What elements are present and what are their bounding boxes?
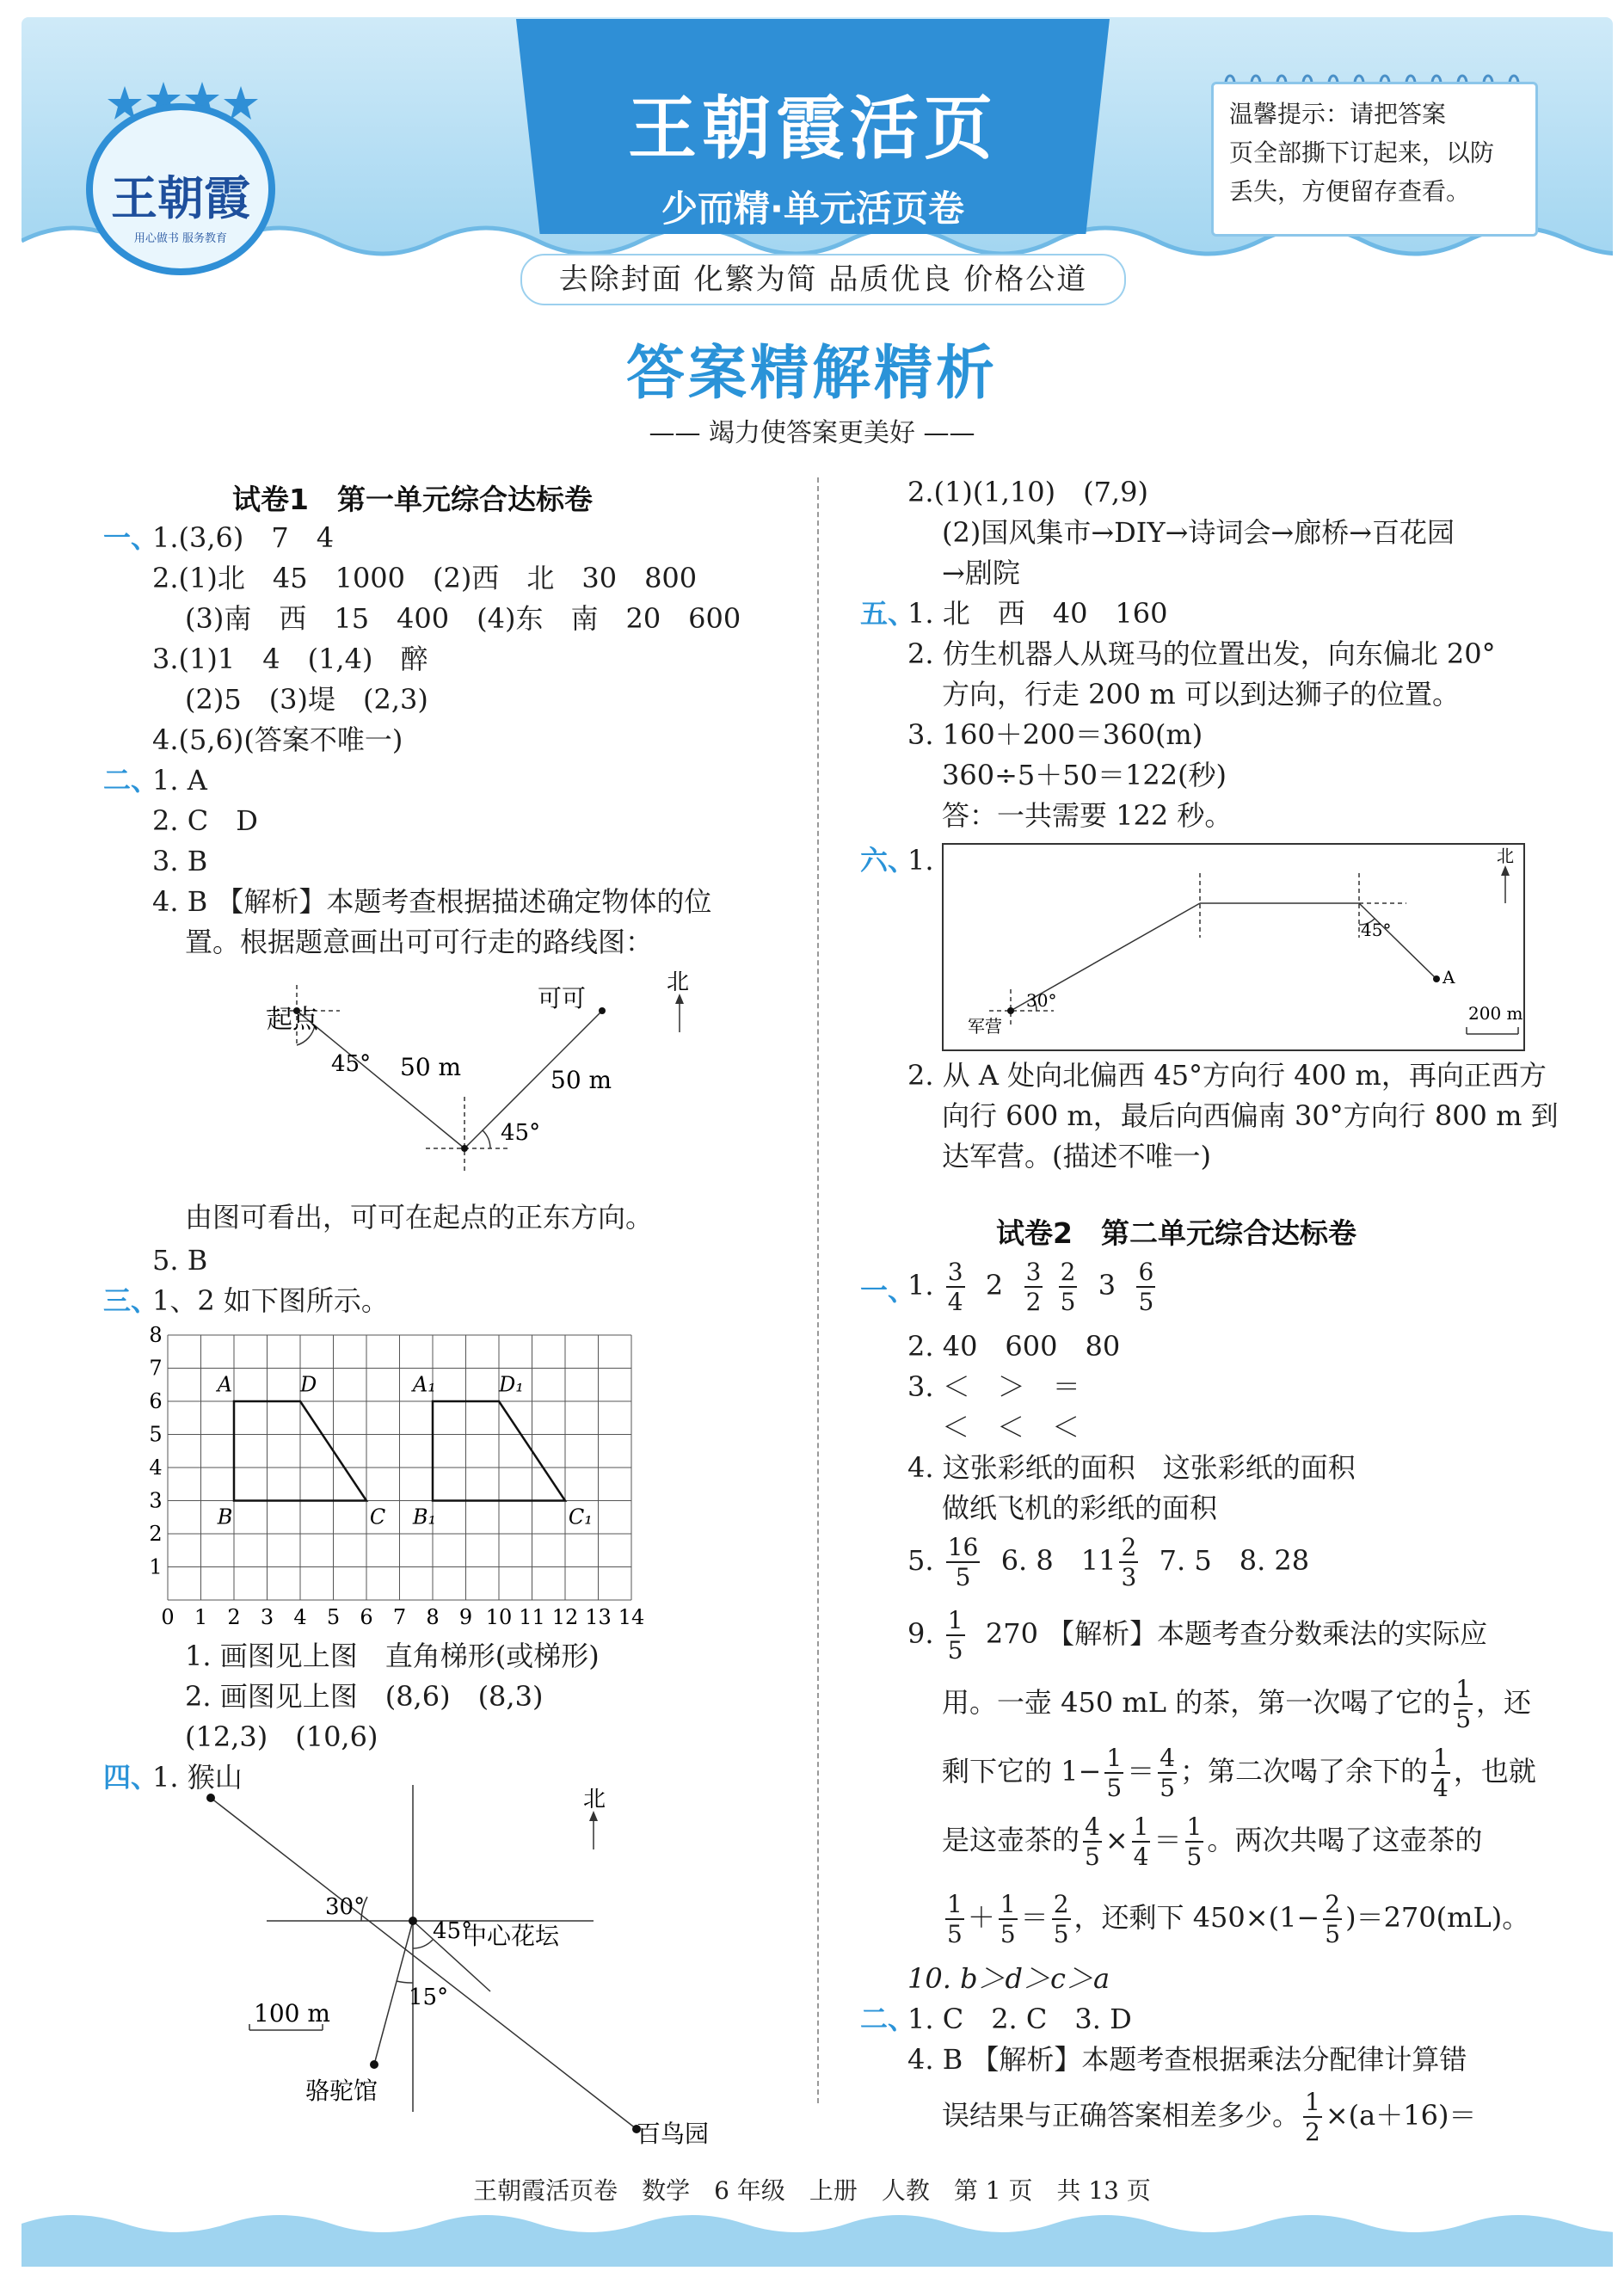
north-label: 北 [1497, 846, 1514, 866]
x-tick-label: 11 [519, 1605, 545, 1629]
vertex-label: B₁ [412, 1505, 437, 1529]
answer-line: 1. 画图见上图 直角梯形(或梯形) [185, 1640, 600, 1672]
answer-value: 7. 5 8. 28 [1159, 1544, 1310, 1577]
vertex-label: A₁ [412, 1372, 436, 1397]
angle-label: 45° [1361, 920, 1392, 940]
answer-line: 360÷5＋50＝122(秒) [942, 759, 1227, 791]
x-tick-label: 10 [485, 1605, 513, 1629]
y-tick-label: 5 [149, 1422, 163, 1447]
answer-value: 6. 8 11 [1000, 1544, 1116, 1577]
answer-line [942, 1892, 1529, 1947]
answer-number: 9. [907, 1617, 934, 1650]
angle-label: 45° [501, 1120, 541, 1146]
answer-line: 2.(1)(1,10) (7,9) [907, 476, 1148, 508]
answer-line: 2.(1)北 45 1000 (2)西 北 30 800 [152, 562, 698, 594]
fraction: $\frac{6}{5}$ [1138, 1258, 1154, 1316]
answer-text: 剩下它的 1− [942, 1755, 1102, 1788]
fraction: $\frac{1}{5}$ [947, 1606, 963, 1665]
center-garden-label: 中心花坛 [463, 1922, 560, 1950]
scale-label: 100 m [254, 1999, 330, 2028]
logo [86, 103, 275, 275]
y-tick-label: 7 [149, 1356, 163, 1381]
x-tick-label: 7 [392, 1605, 407, 1629]
part-marker: 二、 [860, 2003, 916, 2035]
answer-value: 3 [1098, 1269, 1116, 1302]
fraction: $\frac{1}{4}$ [1433, 1744, 1449, 1802]
answer-line: 2. 40 600 80 [907, 1330, 1121, 1363]
y-tick-label: 8 [149, 1325, 163, 1347]
fraction: $\frac{16}{5}$ [947, 1533, 979, 1591]
bird-garden-label: 百鸟园 [637, 2120, 710, 2146]
answer-text: ，还剩下 450×(1− [1073, 1901, 1320, 1934]
logo-text: 王朝霞 [111, 170, 250, 225]
fraction: $\frac{1}{5}$ [1186, 1812, 1203, 1871]
answer-line [942, 2090, 1476, 2145]
answer-line: 5. B [152, 1244, 208, 1277]
y-tick-label: 1 [149, 1554, 163, 1579]
x-tick-label: 8 [426, 1605, 440, 1629]
answer-line: 达军营。(描述不唯一) [942, 1140, 1211, 1172]
y-tick-label: 3 [149, 1488, 163, 1513]
answer-text: ＝ [1020, 1901, 1049, 1934]
tip-box [1211, 82, 1538, 237]
answer-number: 5. [907, 1544, 934, 1577]
route-diagram [258, 968, 723, 1183]
fraction: $\frac{4}{5}$ [1085, 1812, 1100, 1871]
fraction: $\frac{1}{4}$ [1133, 1812, 1149, 1871]
answer-line: →剧院 [942, 557, 1020, 589]
coordinate-grid [129, 1325, 662, 1634]
brand-subtitle: 少而精·单元活页卷 [661, 188, 964, 230]
answer-line: 4.(5,6)(答案不唯一) [152, 723, 403, 756]
answer-line: 2. 从 A 处向北偏西 45°方向行 400 m，再向正西方 [907, 1059, 1547, 1092]
section-title: 试卷2 第二单元综合达标卷 [996, 1216, 1356, 1250]
north-label: 北 [583, 1787, 606, 1812]
part-marker: 六、 [860, 844, 916, 877]
y-tick-label: 6 [149, 1389, 163, 1413]
answer-text: ；第二次喝了余下的 [1180, 1755, 1429, 1788]
answer-line [942, 1746, 1536, 1800]
angle-label: 45° [331, 1051, 372, 1077]
answer-line: 1. A [152, 764, 207, 797]
answer-line: 4. B 【解析】本题考查根据描述确定物体的位 [152, 885, 712, 918]
vertex-label: C₁ [568, 1505, 593, 1529]
answer-line: 方向，行走 200 m 可以到达狮子的位置。 [942, 678, 1460, 711]
answer-line: (2)国风集市→DIY→诗词会→廊桥→百花园 [942, 516, 1455, 549]
answer-text: 是这壶茶的 [942, 1824, 1080, 1856]
answer-text: ＋ [967, 1901, 995, 1934]
answer-text: ＝ [1127, 1755, 1155, 1788]
x-tick-label: 1 [194, 1605, 208, 1629]
answer-number: 1. [907, 1269, 934, 1302]
answer-line [907, 1606, 1488, 1665]
answer-line: 10. b＞d＞c＞a [907, 1962, 1110, 1995]
answer-line: ＜ ＜ ＜ [942, 1411, 1080, 1443]
answer-text: 。两次共喝了这壶茶的 [1207, 1824, 1483, 1856]
camel-hall-label: 骆驼馆 [305, 2077, 378, 2105]
answer-line: 答：一共需要 122 秒。 [942, 799, 1233, 832]
answer-line: 1、2 如下图所示。 [152, 1284, 389, 1317]
start-label: 起点 [267, 1005, 318, 1035]
y-tick-label: 2 [149, 1522, 163, 1546]
point-a-label: A [1443, 967, 1455, 988]
distance-label: 50 m [551, 1066, 612, 1094]
answer-line: (12,3) (10,6) [185, 1720, 378, 1753]
vertex-label: C [369, 1505, 386, 1529]
x-tick-label: 0 [161, 1605, 175, 1629]
fraction: $\frac{1}{2}$ [1305, 2088, 1320, 2146]
answer-line: (3)南 西 15 400 (4)东 南 20 600 [185, 602, 741, 635]
answer-line [942, 1677, 1531, 1732]
answer-line: 1.(3,6) 7 4 [152, 521, 335, 554]
answer-line [907, 1260, 1159, 1314]
answer-line: 1. 猴山 [152, 1761, 243, 1794]
answer-value: 2 [985, 1269, 1004, 1302]
answer-line: 3. 160＋200＝360(m) [907, 718, 1203, 751]
answer-text: 270 【解析】本题考查分数乘法的实际应 [985, 1617, 1488, 1650]
part-marker: 二、 [103, 764, 159, 797]
fraction: $\frac{2}{5}$ [1325, 1890, 1341, 1948]
answer-line: 向行 600 m，最后向西偏南 30°方向行 800 m 到 [942, 1099, 1559, 1132]
fraction: $\frac{3}{4}$ [947, 1258, 963, 1316]
answer-text: ，还 [1476, 1686, 1532, 1719]
x-tick-label: 12 [551, 1605, 579, 1629]
section-title: 试卷1 第一单元综合达标卷 [232, 483, 593, 516]
part-marker: 一、 [103, 521, 159, 554]
answer-text: )＝270(mL)。 [1345, 1901, 1530, 1934]
page-footer: 王朝霞活页卷 数学 6 年级 上册 人教 第 1 页 共 13 页 [473, 2176, 1151, 2205]
fraction: $\frac{2}{5}$ [1060, 1258, 1076, 1316]
camp-label: 军营 [968, 1016, 1002, 1037]
angle-label: 30° [325, 1894, 366, 1920]
x-tick-label: 13 [585, 1605, 612, 1629]
answer-line: 1. 北 西 40 160 [907, 597, 1168, 630]
route-map-diagram [942, 843, 1527, 1054]
answer-text: ，也就 [1453, 1755, 1536, 1788]
answer-line [942, 1812, 1483, 1871]
angle-label: 15° [409, 1985, 449, 2010]
x-tick-label: 4 [293, 1605, 307, 1629]
answer-line: 2. 画图见上图 (8,6) (8,3) [185, 1680, 544, 1713]
tip-line: 丢失，方便留存查看。 [1229, 177, 1471, 206]
answer-line: 做纸飞机的彩纸的面积 [942, 1492, 1218, 1524]
fraction: $\frac{4}{5}$ [1160, 1744, 1176, 1802]
fraction: $\frac{2}{3}$ [1121, 1533, 1137, 1591]
answer-line [907, 1535, 1309, 1590]
answer-line: 置。根据题意画出可可行走的路线图： [185, 926, 654, 958]
tip-line: 页全部撕下订起来，以防 [1229, 138, 1495, 167]
fraction: $\frac{1}{5}$ [947, 1890, 963, 1948]
x-tick-label: 2 [227, 1605, 241, 1629]
tip-line: 温馨提示：请把答案 [1229, 100, 1447, 128]
answer-line: 3. ＜ ＞ ＝ [907, 1370, 1080, 1403]
x-tick-label: 3 [260, 1605, 274, 1629]
fraction: $\frac{1}{5}$ [1106, 1744, 1123, 1802]
part-marker: 一、 [860, 1274, 916, 1307]
zoo-map-diagram [189, 1768, 740, 2146]
distance-label: 50 m [400, 1053, 462, 1081]
north-label: 北 [667, 969, 690, 995]
brand-title: 王朝霞活页 [628, 89, 998, 169]
fraction: $\frac{3}{2}$ [1025, 1258, 1042, 1316]
answer-line: 4. B 【解析】本题考查根据乘法分配律计算错 [907, 2043, 1467, 2076]
angle-label: 45° [433, 1918, 473, 1944]
answer-line: 4. 这张彩纸的面积 这张彩纸的面积 [907, 1451, 1356, 1484]
vertex-label: D₁ [499, 1372, 524, 1397]
answer-line: 1. C 2. C 3. D [907, 2003, 1132, 2035]
column-divider [817, 477, 819, 2103]
footer-wave [22, 2206, 1613, 2267]
answer-line: (2)5 (3)堤 (2,3) [185, 683, 428, 716]
vertex-label: A [217, 1372, 233, 1397]
fraction: $\frac{1}{5}$ [1455, 1675, 1472, 1733]
answer-line: 3. B [152, 845, 208, 877]
header [0, 0, 1624, 297]
x-tick-label: 6 [360, 1605, 373, 1629]
x-tick-label: 14 [618, 1605, 645, 1629]
answer-line: 1. [907, 844, 934, 877]
answer-line: 2. C D [152, 804, 258, 837]
fraction: $\frac{2}{5}$ [1053, 1890, 1069, 1948]
vertex-label: D [300, 1372, 317, 1397]
page-subtitle: —— 竭力使答案更美好 —— [649, 418, 975, 448]
logo-small-text: 用心做书 服务教育 [133, 232, 228, 245]
answer-text: 用。一壶 450 mL 的茶，第一次喝了它的 [942, 1686, 1451, 1719]
angle-label: 30° [1026, 990, 1057, 1011]
answer-text: ×(a＋16)＝ [1325, 2099, 1477, 2132]
keke-label: 可可 [538, 984, 587, 1012]
north-arrow-icon [1501, 865, 1510, 876]
fraction: $\frac{1}{5}$ [1000, 1890, 1016, 1948]
answer-line: 2. 仿生机器人从斑马的位置出发，向东偏北 20° [907, 637, 1496, 670]
part-marker: 四、 [103, 1761, 159, 1794]
answer-line: 由图可看出，可可在起点的正东方向。 [185, 1201, 654, 1234]
x-tick-label: 9 [458, 1605, 473, 1629]
x-tick-label: 5 [326, 1605, 341, 1629]
part-marker: 三、 [103, 1284, 159, 1317]
page-title: 答案精解精析 [625, 340, 998, 408]
part-marker: 五、 [860, 597, 916, 630]
answer-line: 3.(1)1 4 (1,4) 醉 [152, 643, 428, 675]
answer-text: 误结果与正确答案相差多少。 [942, 2099, 1301, 2132]
y-tick-label: 4 [149, 1455, 163, 1480]
answer-text: × [1104, 1824, 1129, 1856]
vertex-label: B [217, 1505, 233, 1529]
scale-label: 200 m [1468, 1003, 1523, 1024]
answer-text: ＝ [1153, 1824, 1182, 1856]
slogan: 去除封面 化繁为简 品质优良 价格公道 [520, 254, 1126, 305]
